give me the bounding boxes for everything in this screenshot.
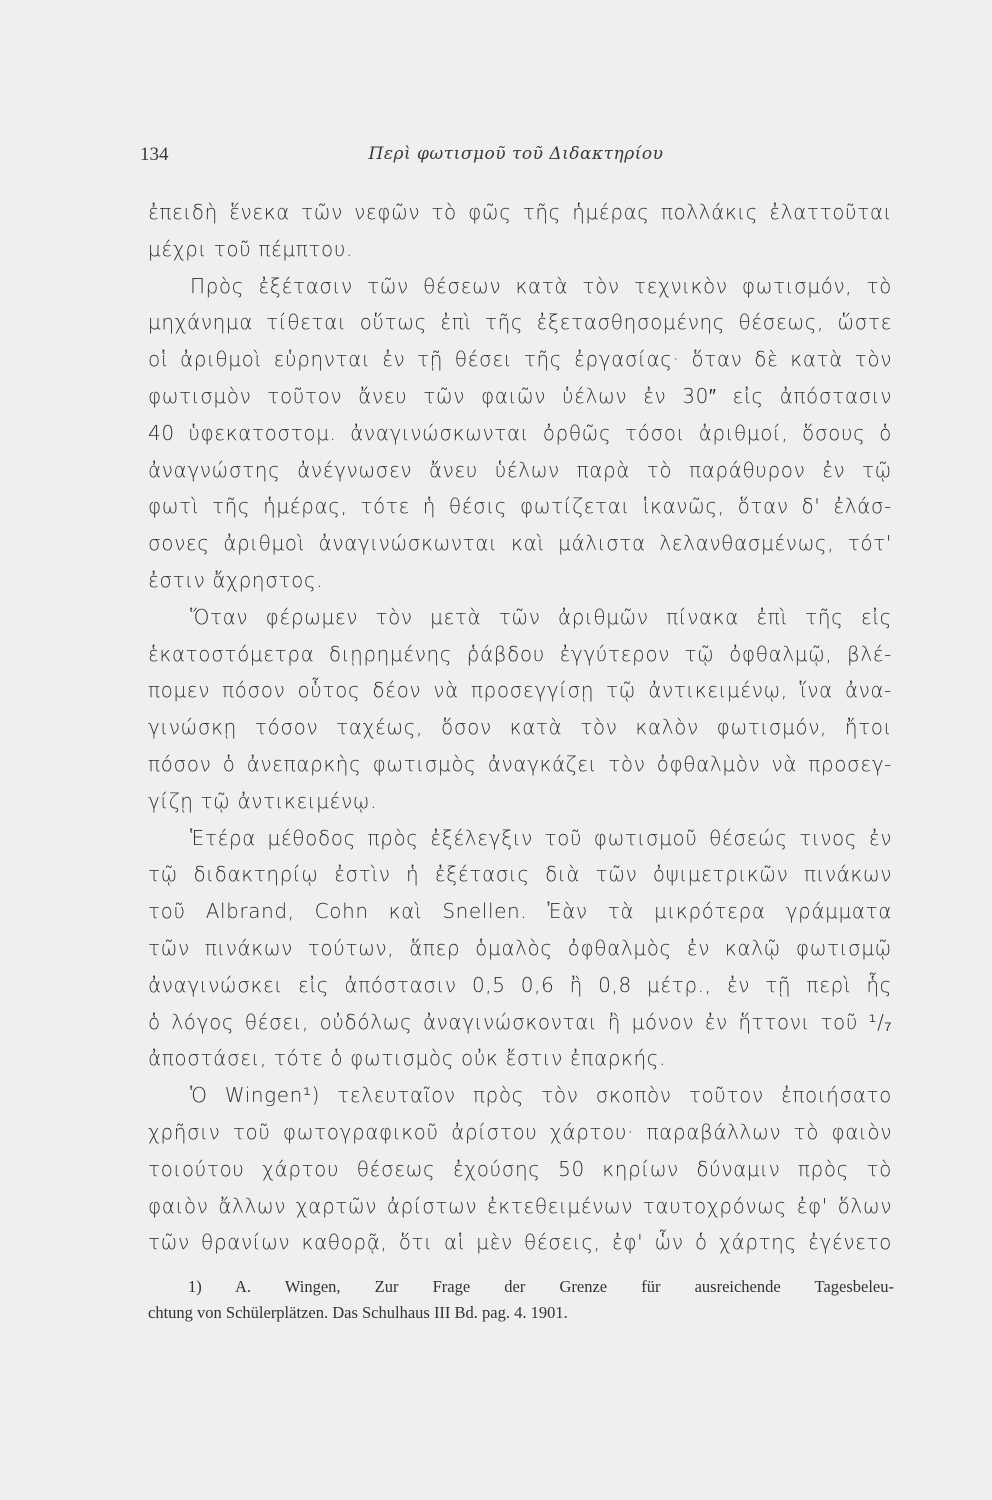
text-line: 40 ὑφεκατοστομ. ἀναγινώσκωνται ὀρθῶς τόσοι ἀριθμοί, ὅσους ὁ — [148, 420, 892, 445]
text-line: τῶν θρανίων καθορᾷ, ὅτι αἱ μὲν θέσεις, ἐφ' ὧν ὁ χάρτης ἐγένετο — [148, 1230, 892, 1255]
text-line: μέχρι τοῦ πέμπτου. — [148, 236, 353, 261]
paragraph-start-line: Πρὸς ἐξέτασιν τῶν θέσεων κατὰ τὸν τεχνικὸν φωτισμόν, τὸ — [190, 273, 892, 298]
text-line: ἀναγνώστης ἀνέγνωσεν ἄνευ ὑέλων παρὰ τὸ παράθυρον ἐν τῷ — [148, 457, 892, 482]
paragraph-start-line: Ὅταν φέρωμεν τὸν μετὰ τῶν ἀριθμῶν πίνακα ἐπὶ τῆς εἰς — [190, 604, 892, 629]
text-line: ἑκατοστόμετρα διῃρημένης ῥάβδου ἐγγύτερον τῷ ὀφθαλμῷ, βλέ- — [148, 641, 892, 666]
text-line: πομεν πόσον οὗτος δέον νὰ προσεγγίσῃ τῷ ἀντικειμένῳ, ἵνα ἀνα- — [148, 678, 892, 703]
text-line: ἀποστάσει, τότε ὁ φωτισμὸς οὐκ ἔστιν ἐπαρκής. — [148, 1046, 667, 1071]
page-header — [140, 144, 892, 174]
text-line: ἀναγινώσκει εἰς ἀπόστασιν 0,5 0,6 ἢ 0,8 μέτρ., ἐν τῇ περὶ ἧς — [148, 972, 892, 997]
paragraph-start-line: Ὁ Wingen¹) τελευταῖον πρὸς τὸν σκοπὸν τοῦτον ἐποιήσατο — [190, 1083, 892, 1108]
running-title: Περὶ φωτισμοῦ τοῦ Διδακτηρίου — [368, 144, 664, 164]
text-line: ἐστιν ἄχρηστος. — [148, 567, 324, 592]
body-text — [148, 194, 892, 1261]
text-line: τῶν πινάκων τούτων, ἅπερ ὁμαλὸς ὀφθαλμὸς ἐν καλῷ φωτισμῷ — [148, 935, 892, 960]
footnote-line: 1) A. Wingen, Zur Frage der Grenze für ausreichende Tagesbeleu- — [188, 1277, 894, 1296]
text-line: σονες ἀριθμοὶ ἀναγινώσκωνται καὶ μάλιστα λελανθασμένως, τότ' — [148, 531, 892, 556]
text-line: ὁ λόγος θέσει, οὐδόλως ἀναγινώσκονται ἢ μόνον ἐν ἥττονι τοῦ ¹/₇ — [148, 1009, 892, 1034]
text-line: φωτὶ τῆς ἡμέρας, τότε ἡ θέσις φωτίζεται ἱκανῶς, ὅταν δ' ἐλάσ- — [148, 494, 892, 519]
text-line: φωτισμὸν τοῦτον ἄνευ τῶν φαιῶν ὑέλων ἐν 30″ εἰς ἀπόστασιν — [148, 383, 892, 408]
text-line: γινώσκῃ τόσον ταχέως, ὅσον κατὰ τὸν καλὸν φωτισμόν, ἤτοι — [148, 715, 892, 740]
text-line: τῷ διδακτηρίῳ ἐστὶν ἡ ἐξέτασις διὰ τῶν ὀψιμετρικῶν πινάκων — [148, 862, 892, 887]
text-line: ἐπειδὴ ἕνεκα τῶν νεφῶν τὸ φῶς τῆς ἡμέρας πολλάκις ἐλαττοῦται — [148, 200, 892, 224]
paragraph-start-line: Ἑτέρα μέθοδος πρὸς ἐξέλεγξιν τοῦ φωτισμοῦ θέσεώς τινος ἐν — [190, 825, 892, 850]
footnote — [148, 1274, 894, 1326]
text-line: πόσον ὁ ἀνεπαρκὴς φωτισμὸς ἀναγκάζει τὸν ὀφθαλμὸν νὰ προσεγ- — [148, 751, 892, 776]
text-line: φαιὸν ἄλλων χαρτῶν ἀρίστων ἐκτεθειμένων ταυτοχρόνως ἐφ' ὅλων — [148, 1193, 892, 1218]
footnote-line: chtung von Schülerplätzen. Das Schulhaus III Bd. pag. 4. 1901. — [148, 1303, 568, 1322]
text-line: τοιούτου χάρτου θέσεως ἐχούσης 50 κηρίων δύναμιν πρὸς τὸ — [148, 1156, 892, 1181]
text-line: χρῆσιν τοῦ φωτογραφικοῦ ἀρίστου χάρτου· παραβάλλων τὸ φαιὸν — [148, 1119, 892, 1144]
text-line: τοῦ Albrand, Cohn καὶ Snellen. Ἐὰν τὰ μικρότερα γράμματα — [148, 899, 892, 924]
text-line: γίζῃ τῷ ἀντικειμένῳ. — [148, 788, 378, 813]
page-number: 134 — [140, 144, 169, 165]
text-line: οἱ ἀριθμοὶ εὑρηνται ἐν τῇ θέσει τῆς ἐργασίας· ὅταν δὲ κατὰ τὸν — [148, 347, 892, 372]
text-line: μηχάνημα τίθεται οὕτως ἐπὶ τῆς ἐξετασθησομένης θέσεως, ὥστε — [148, 310, 892, 335]
